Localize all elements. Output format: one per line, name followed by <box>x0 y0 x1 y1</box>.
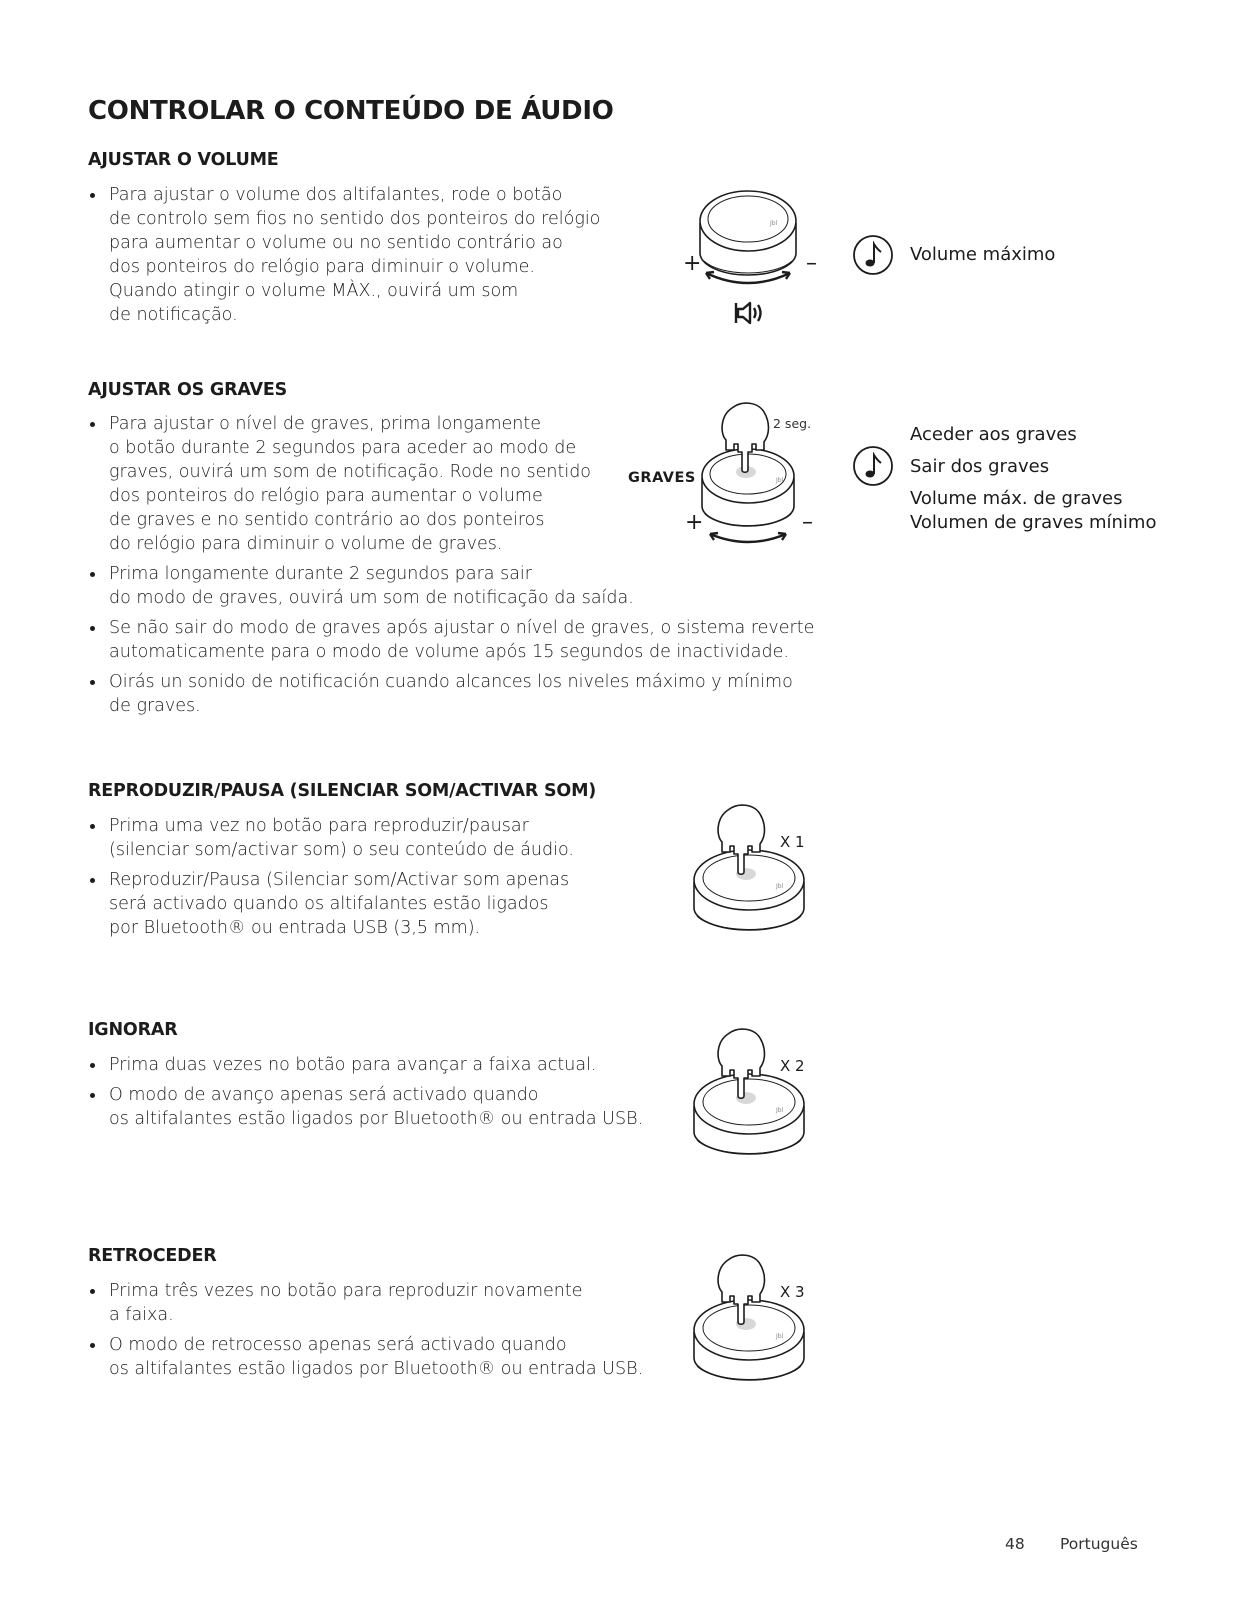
page-number: 48 <box>1005 1535 1025 1553</box>
svg-text:Jbl: Jbl <box>776 477 784 484</box>
bass-minus-label: – <box>802 510 813 535</box>
hold-duration-label: 2 seg. <box>773 416 812 431</box>
press-count-label: X 2 <box>780 1057 805 1075</box>
list-item: Prima duas vezes no botão para avançar a faixa actual. <box>88 1053 643 1077</box>
list-item: Se não sair do modo de graves após ajustar o nível de graves, o sistema reverte automaticamente para o modo de volume após 15 segundos de inactividade. <box>88 616 814 664</box>
volume-max-label: Volume máximo <box>910 244 1056 265</box>
hand-press-icon <box>714 1252 770 1326</box>
hand-press-icon <box>714 1026 770 1100</box>
list-item: Para ajustar o nível de graves, prima longamente o botão durante 2 segundos para aceder ao modo de graves, ouvirá um som de notificação. Rode no sentido dos ponteiros do relógio para aumentar o volume de graves e no sentido contrário ao dos ponteiros do relógio para diminuir o volume de graves. <box>88 412 814 556</box>
bass-plus-label: + <box>685 510 704 535</box>
skip-bullet-list <box>88 1053 643 1137</box>
svg-text:Jbl: Jbl <box>776 883 784 890</box>
volume-minus-label: – <box>806 251 817 276</box>
section-heading-play-pause: REPRODUZIR/PAUSA (SILENCIAR SOM/ACTIVAR SOM) <box>88 781 597 801</box>
bass-exit-label: Sair dos graves <box>910 456 1050 477</box>
volume-bullet-list <box>88 183 600 333</box>
list-item: Prima três vezes no botão para reproduzir novamente a faixa. <box>88 1279 643 1327</box>
play-bullet-list <box>88 814 574 946</box>
section-heading-skip: IGNORAR <box>88 1020 178 1040</box>
press-count-label: X 3 <box>780 1283 805 1301</box>
svg-text:Jbl: Jbl <box>770 220 778 227</box>
section-heading-back: RETROCEDER <box>88 1246 217 1266</box>
hand-press-icon <box>714 802 770 876</box>
speaker-sound-icon <box>735 298 767 328</box>
list-item: Prima uma vez no botão para reproduzir/pausar (silenciar som/activar som) o seu conteúdo de áudio. <box>88 814 574 862</box>
bass-knob-label: GRAVES <box>628 470 696 486</box>
list-item: Reproduzir/Pausa (Silenciar som/Activar som apenas será activado quando os altifalantes estão ligados por Bluetooth® ou entrada USB (3,5 mm). <box>88 868 574 940</box>
bass-max-label: Volume máx. de graves <box>910 488 1123 509</box>
hand-press-icon <box>718 400 774 474</box>
volume-plus-label: + <box>683 251 702 276</box>
bass-min-label: Volumen de graves mínimo <box>910 512 1157 533</box>
bass-enter-label: Aceder aos graves <box>910 424 1077 445</box>
footer-language: Português <box>1060 1535 1138 1553</box>
svg-text:Jbl: Jbl <box>776 1333 784 1340</box>
svg-text:Jbl: Jbl <box>776 1107 784 1114</box>
music-note-icon <box>852 445 894 487</box>
list-item: Para ajustar o volume dos altifalantes, rode o botão de controlo sem fios no sentido dos ponteiros do relógio para aumentar o volume ou no sentido contrário ao dos ponteiros do relógio para diminuir o volume. Quando atingir o volume MÀX., ouvirá um som de notificação. <box>88 183 600 327</box>
list-item: O modo de retrocesso apenas será activado quando os altifalantes estão ligados por Bluetooth® ou entrada USB. <box>88 1333 643 1381</box>
back-bullet-list <box>88 1279 643 1387</box>
list-item: Oirás un sonido de notificación cuando alcances los niveles máximo y mínimo de graves. <box>88 670 814 718</box>
list-item: O modo de avanço apenas será activado quando os altifalantes estão ligados por Bluetooth® ou entrada USB. <box>88 1083 643 1131</box>
section-heading-bass: AJUSTAR OS GRAVES <box>88 380 288 400</box>
press-count-label: X 1 <box>780 833 805 851</box>
list-item: Prima longamente durante 2 segundos para sair do modo de graves, ouvirá um som de notificação da saída. <box>88 562 814 610</box>
section-heading-volume: AJUSTAR O VOLUME <box>88 150 279 170</box>
page-title: CONTROLAR O CONTEÚDO DE ÁUDIO <box>88 96 614 126</box>
music-note-icon <box>852 234 894 276</box>
